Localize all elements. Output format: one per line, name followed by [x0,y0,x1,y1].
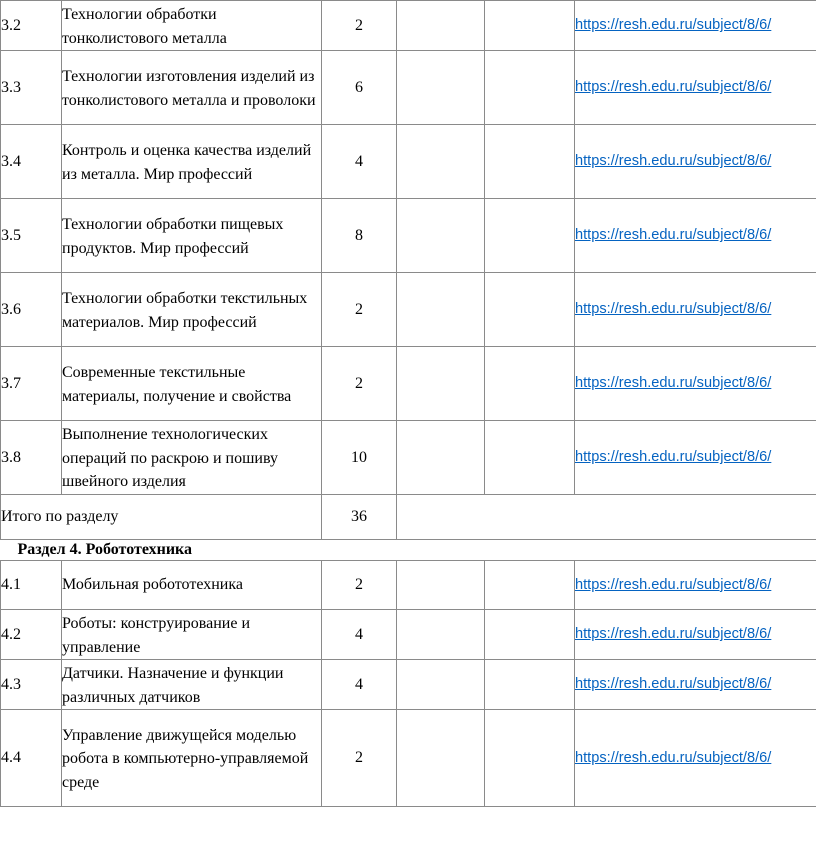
row-number: 4.2 [1,610,62,660]
hours-cell: 8 [322,199,397,273]
empty-cell [485,561,575,610]
table-row [1,1,816,51]
row-number: 4.4 [1,710,62,807]
hours-cell: 2 [322,1,397,51]
empty-cell [397,660,485,710]
row-number: 3.5 [1,199,62,273]
empty-cell [397,561,485,610]
empty-cell [485,273,575,347]
empty-cell [397,1,485,51]
row-number: 4.1 [1,561,62,610]
topic-name: Технологии обработки пищевых продуктов. Мир профессий [62,199,322,273]
resource-link[interactable]: https://resh.edu.ru/subject/8/6/ [575,153,772,170]
empty-cell [397,495,816,540]
resource-link[interactable]: https://resh.edu.ru/subject/8/6/ [575,576,772,593]
topic-name: Современные текстильные материалы, получение и свойства [62,347,322,421]
empty-cell [485,51,575,125]
row-number: 3.6 [1,273,62,347]
resource-cell [575,710,816,807]
row-number: 3.7 [1,347,62,421]
hours-cell: 2 [322,710,397,807]
topic-name: Выполнение технологических операций по раскрою и пошиву швейного изделия [62,421,322,495]
table-row [1,421,816,495]
row-number: 3.2 [1,1,62,51]
row-number: 3.3 [1,51,62,125]
hours-cell: 6 [322,51,397,125]
resource-link[interactable]: https://resh.edu.ru/subject/8/6/ [575,375,772,392]
empty-cell [397,421,485,495]
resource-link[interactable]: https://resh.edu.ru/subject/8/6/ [575,449,772,466]
resource-cell [575,199,816,273]
resource-cell [575,660,816,710]
row-number: 3.4 [1,125,62,199]
topic-name: Технологии изготовления изделий из тонколистового металла и проволоки [62,51,322,125]
empty-cell [485,610,575,660]
section-header-row [1,540,816,561]
empty-cell [485,1,575,51]
row-number: 3.8 [1,421,62,495]
total-row [1,495,816,540]
topic-name: Контроль и оценка качества изделий из металла. Мир профессий [62,125,322,199]
resource-cell [575,1,816,51]
row-number: 4.3 [1,660,62,710]
total-label: Итого по разделу [1,495,322,540]
hours-cell: 2 [322,561,397,610]
empty-cell [397,199,485,273]
table-row [1,125,816,199]
topic-name: Датчики. Назначение и функции различных датчиков [62,660,322,710]
resource-cell [575,125,816,199]
topic-name: Технологии обработки текстильных материалов. Мир профессий [62,273,322,347]
empty-cell [485,710,575,807]
table-row [1,199,816,273]
resource-link[interactable]: https://resh.edu.ru/subject/8/6/ [575,626,772,643]
empty-cell [397,610,485,660]
resource-cell [575,610,816,660]
empty-cell [397,710,485,807]
table-row [1,51,816,125]
table-row [1,561,816,610]
resource-link[interactable]: https://resh.edu.ru/subject/8/6/ [575,749,772,766]
table-row [1,347,816,421]
hours-cell: 2 [322,273,397,347]
empty-cell [485,347,575,421]
hours-cell: 10 [322,421,397,495]
empty-cell [485,660,575,710]
table-row [1,273,816,347]
table-row [1,710,816,807]
resource-cell [575,273,816,347]
topic-name: Технологии обработки тонколистового металла [62,1,322,51]
hours-cell: 2 [322,347,397,421]
resource-cell [575,561,816,610]
resource-cell [575,347,816,421]
empty-cell [397,125,485,199]
resource-link[interactable]: https://resh.edu.ru/subject/8/6/ [575,79,772,96]
empty-cell [397,347,485,421]
topic-name: Роботы: конструирование и управление [62,610,322,660]
resource-cell [575,421,816,495]
resource-link[interactable]: https://resh.edu.ru/subject/8/6/ [575,17,772,34]
table-row [1,660,816,710]
total-hours: 36 [322,495,397,540]
empty-cell [485,421,575,495]
topic-name: Управление движущейся моделью робота в компьютерно-управляемой среде [62,710,322,807]
resource-link[interactable]: https://resh.edu.ru/subject/8/6/ [575,676,772,693]
hours-cell: 4 [322,125,397,199]
table-row [1,610,816,660]
section-title: Раздел 4. Робототехника [1,540,816,561]
resource-cell [575,51,816,125]
empty-cell [397,273,485,347]
empty-cell [397,51,485,125]
topic-name: Мобильная робототехника [62,561,322,610]
empty-cell [485,125,575,199]
resource-link[interactable]: https://resh.edu.ru/subject/8/6/ [575,227,772,244]
hours-cell: 4 [322,610,397,660]
resource-link[interactable]: https://resh.edu.ru/subject/8/6/ [575,301,772,318]
hours-cell: 4 [322,660,397,710]
empty-cell [485,199,575,273]
